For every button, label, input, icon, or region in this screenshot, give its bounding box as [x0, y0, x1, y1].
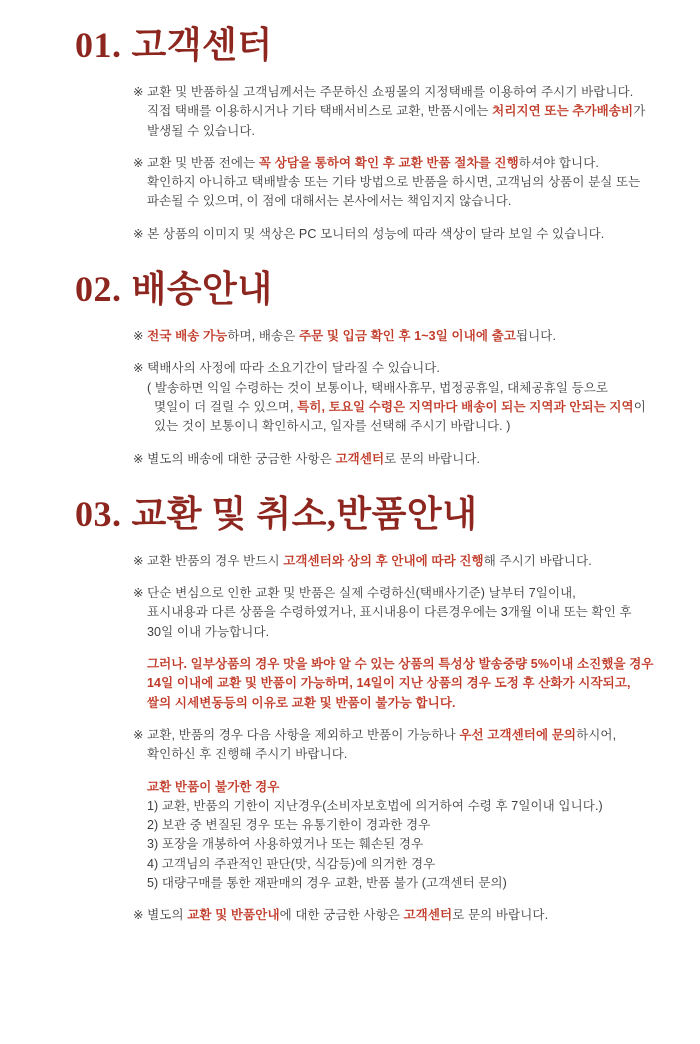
text-line [147, 874, 680, 893]
sections [75, 24, 680, 926]
text-run: 몇일이 더 걸릴 수 있으며, [154, 399, 298, 414]
text-line [133, 417, 680, 436]
section-number: 01. [75, 25, 122, 65]
paragraph [133, 327, 680, 346]
text-run: 확인하지 아니하고 택배발송 또는 기타 방법으로 반품을 하시면, 고객님의 상품이 분실 또는 [147, 175, 641, 190]
highlighted-text: 처리지연 또는 추가배송비 [492, 104, 634, 119]
text-run: 에 대한 궁금한 사항은 [279, 908, 404, 923]
text-run: 됩니다. [515, 329, 557, 344]
text-run: ※ 택배사의 사정에 따라 소요기간이 달라질 수 있습니다. [133, 361, 441, 376]
text-run: 5) 대량구매를 통한 재판매의 경우 교환, 반품 불가 (고객센터 문의) [147, 876, 507, 891]
text-run: ※ 별도의 [133, 908, 188, 923]
highlighted-text: 꼭 상담을 통하여 확인 후 교환 반품 절차를 진행 [258, 155, 519, 170]
text-run: 하시어, [576, 727, 617, 742]
text-line [133, 906, 680, 925]
paragraph [133, 83, 680, 141]
highlighted-text: 고객센터 [403, 908, 453, 923]
text-run: 확인하신 후 진행해 주시기 바랍니다. [147, 747, 348, 762]
text-line [133, 379, 680, 398]
text-line [147, 694, 680, 713]
text-run: 3) 포장을 개봉하여 사용하였거나 또는 훼손된 경우 [147, 837, 424, 852]
text-line [133, 154, 680, 173]
paragraph [133, 655, 680, 713]
paragraph [133, 450, 680, 469]
text-run: ※ 별도의 배송에 대한 궁금한 사항은 [133, 451, 336, 466]
text-line [133, 83, 680, 102]
highlighted-text: 우선 고객센터에 문의 [459, 727, 577, 742]
text-run: 해 주시기 바랍니다. [483, 553, 592, 568]
text-line [147, 674, 680, 693]
highlighted-text: 쌀의 시세변동등의 이유로 교환 및 반품이 불가능 합니다. [147, 695, 456, 710]
text-run: ※ 교환 반품의 경우 반드시 [133, 553, 284, 568]
text-run: 4) 고객님의 주관적인 판단(맛, 식감등)에 의거한 경우 [147, 856, 436, 871]
text-line [133, 122, 680, 141]
text-run: 로 문의 바랍니다. [452, 908, 549, 923]
text-line [133, 552, 680, 571]
paragraph [133, 584, 680, 642]
text-run: 표시내용과 다른 상품을 수령하였거나, 표시내용이 다른경우에는 3개월 이내 또는 확인 후 [147, 605, 632, 620]
text-run: ( 발송하면 익일 수령하는 것이 보통이나, 택배사휴무, 법정공휴일, 대체공휴일 등으로 [147, 380, 609, 395]
paragraph [133, 359, 680, 436]
section-title-text: 배송안내 [131, 269, 273, 310]
highlighted-text: 고객센터 [335, 451, 385, 466]
text-line [133, 102, 680, 121]
section-heading [75, 493, 680, 535]
highlighted-text: 전국 배송 가능 [147, 329, 228, 344]
text-run: 2) 보관 중 변질된 경우 또는 유통기한이 경과한 경우 [147, 818, 431, 833]
highlighted-text: 14일 이내에 교환 및 반품이 가능하며, 14일이 지난 상품의 경우 도정 후 산화가 시작되고, [147, 676, 631, 691]
text-line [133, 745, 680, 764]
text-run: 하며, 배송은 [227, 329, 299, 344]
highlighted-text: 교환 및 반품안내 [187, 908, 280, 923]
section-title-text: 고객센터 [131, 25, 273, 65]
text-run: 1) 교환, 반품의 기한이 지난경우(소비자보호법에 의거하여 수령 후 7일이내 입니다.) [147, 798, 603, 813]
highlighted-text: 특히, 토요일 수령은 지역마다 배송이 되는 지역과 안되는 지역 [297, 399, 634, 414]
text-run: 발생될 수 있습니다. [147, 123, 256, 138]
highlighted-text: 고객센터와 상의 후 안내에 따라 진행 [283, 553, 484, 568]
section-title-text: 교환 및 취소,반품안내 [131, 493, 478, 534]
highlighted-text: 교환 반품이 불가한 경우 [147, 779, 280, 794]
text-line [133, 603, 680, 622]
text-line [147, 778, 680, 797]
text-line [147, 855, 680, 874]
paragraph [133, 225, 680, 244]
text-line [133, 327, 680, 346]
paragraph [133, 778, 680, 894]
text-run: ※ 단순 변심으로 인한 교환 및 반품은 실제 수령하신(택배사기준) 날부터 7일이내, [133, 586, 576, 601]
section-heading [75, 24, 680, 66]
text-run: ※ 교환, 반품의 경우 다음 사항을 제외하고 반품이 가능하나 [133, 727, 460, 742]
section-shipping-info [75, 268, 680, 469]
section-customer-center [75, 24, 680, 244]
text-run: 가 [633, 104, 646, 119]
text-line [133, 584, 680, 603]
paragraph [133, 726, 680, 765]
text-line [133, 225, 680, 244]
text-run: 로 문의 바랍니다. [384, 451, 481, 466]
text-run: 하셔야 합니다. [518, 155, 599, 170]
highlighted-text: 주문 및 입금 확인 후 1~3일 이내에 출고 [298, 329, 516, 344]
section-paragraphs [133, 327, 680, 469]
section-number: 02. [75, 269, 122, 310]
paragraph [133, 154, 680, 212]
text-run: ※ [133, 329, 148, 344]
text-run: 직접 택배를 이용하시거나 기타 택배서비스로 교환, 반품시에는 [147, 104, 493, 119]
paragraph [133, 552, 680, 571]
section-number: 03. [75, 493, 122, 534]
text-line [133, 398, 680, 417]
text-run: 있는 것이 보통이니 확인하시고, 일자를 선택해 주시기 바랍니다. ) [154, 419, 511, 434]
paragraph [133, 906, 680, 925]
text-run: ※ 교환 및 반품 전에는 [133, 155, 259, 170]
text-line [133, 359, 680, 378]
section-exchange-return-info [75, 493, 680, 926]
text-run: ※ 교환 및 반품하실 고객님께서는 주문하신 쇼핑몰의 지정택배를 이용하여 주시기 바랍니다. [133, 85, 634, 99]
text-line [133, 726, 680, 745]
text-line [147, 816, 680, 835]
text-line [133, 623, 680, 642]
text-run: ※ 본 상품의 이미지 및 색상은 PC 모니터의 성능에 따라 색상이 달라 보일 수 있습니다. [133, 226, 605, 241]
text-run: 30일 이내 가능합니다. [147, 624, 270, 639]
text-line [147, 655, 680, 674]
section-heading [75, 268, 680, 310]
highlighted-text: 그러나. 일부상품의 경우 맛을 봐야 알 수 있는 상품의 특성상 발송중량 5%이내 소진했을 경우 [147, 657, 654, 672]
text-run: 파손될 수 있으며, 이 점에 대해서는 본사에서는 책임지지 않습니다. [147, 194, 512, 209]
text-line [133, 173, 680, 192]
text-line [133, 450, 680, 469]
section-paragraphs [133, 83, 680, 244]
text-run: 이 [633, 399, 646, 414]
section-paragraphs [133, 552, 680, 926]
text-line [147, 797, 680, 816]
text-line [133, 192, 680, 211]
text-line [147, 835, 680, 854]
